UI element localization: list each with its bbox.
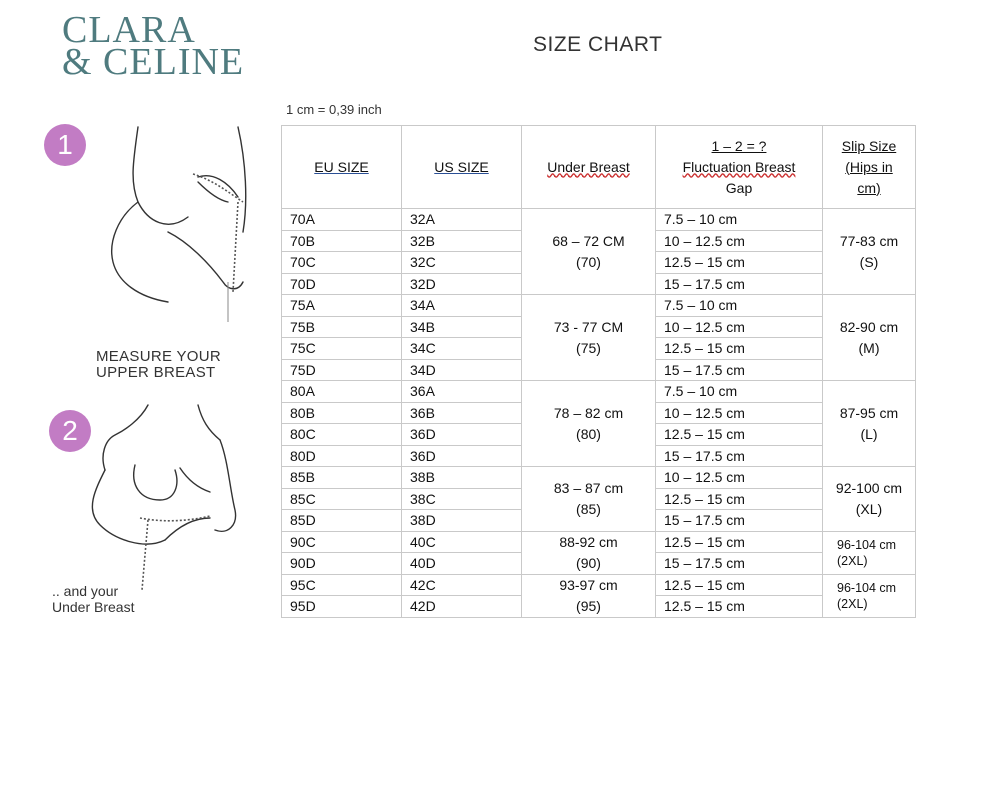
us-size-cell: 38B [402,467,522,489]
header-slip-size: Slip Size (Hips in cm) [823,126,916,209]
us-size-cell: 34D [402,359,522,381]
fluctuation-gap-cell: 15 – 17.5 cm [656,359,823,381]
under-breast-code: (80) [576,425,601,442]
under-breast-code: (75) [576,339,601,356]
table-row [282,574,916,596]
eu-size-cell: 80C [282,424,402,446]
us-size-cell: 36B [402,402,522,424]
us-size-cell: 40D [402,553,522,575]
eu-size-cell: 80A [282,381,402,403]
us-size-cell: 36D [402,445,522,467]
under-breast-range: 78 – 82 cm [553,404,624,421]
slip-size-range: 77-83 cm [839,232,899,249]
page-title: SIZE CHART [533,33,663,56]
eu-size-cell: 70B [282,230,402,252]
slip-size-cell [823,467,916,532]
header-fluctuation-gap: 1 – 2 = ? Fluctuation Breast Gap [656,126,823,209]
slip-size-code: (L) [860,425,878,442]
us-size-cell: 42C [402,574,522,596]
us-size-cell: 40C [402,531,522,553]
slip-size-cell [823,295,916,381]
us-size-cell: 38C [402,488,522,510]
under-breast-code: (70) [576,253,601,270]
eu-size-cell: 70C [282,252,402,274]
logo-line-1: CLARA [62,9,196,51]
step-1-caption [96,349,221,381]
eu-size-cell: 90D [282,553,402,575]
header-under-breast: Under Breast [522,126,656,209]
under-breast-code: (85) [576,500,601,517]
us-size-cell: 32B [402,230,522,252]
table-row [282,467,916,489]
us-size-cell: 36D [402,424,522,446]
us-size-cell: 34C [402,338,522,360]
table-row [282,531,916,553]
us-size-cell: 32C [402,252,522,274]
under-breast-range: 93-97 cm [559,576,618,593]
eu-size-cell: 90C [282,531,402,553]
under-breast-cell [522,295,656,381]
fluctuation-gap-cell: 12.5 – 15 cm [656,596,823,618]
slip-size-code: (S) [859,253,879,270]
fluctuation-gap-cell: 10 – 12.5 cm [656,402,823,424]
table-row [282,209,916,231]
step-1-badge: 1 [44,124,86,166]
upper-breast-illustration [78,122,258,322]
under-breast-code: (95) [576,597,601,614]
us-size-cell: 32D [402,273,522,295]
under-breast-cell [522,381,656,467]
fluctuation-gap-cell: 10 – 12.5 cm [656,230,823,252]
eu-size-cell: 75D [282,359,402,381]
header-eu-size: EU SIZE [282,126,402,209]
us-size-cell: 42D [402,596,522,618]
fluctuation-gap-cell: 7.5 – 10 cm [656,381,823,403]
slip-size-code: (2XL) [837,553,868,568]
eu-size-cell: 85C [282,488,402,510]
us-size-cell: 34B [402,316,522,338]
fluctuation-gap-cell: 12.5 – 15 cm [656,252,823,274]
eu-size-cell: 85D [282,510,402,532]
eu-size-cell: 75C [282,338,402,360]
slip-size-cell [823,381,916,467]
table-row [282,295,916,317]
slip-size-cell [823,209,916,295]
fluctuation-gap-cell: 12.5 – 15 cm [656,488,823,510]
eu-size-cell: 75B [282,316,402,338]
table-header-row [282,126,916,209]
header-us-size: US SIZE [402,126,522,209]
eu-size-cell: 75A [282,295,402,317]
table-body [282,209,916,618]
step-2-caption-line-2: Under Breast [52,599,135,615]
under-breast-range: 88-92 cm [559,533,618,550]
under-breast-cell [522,574,656,617]
us-size-cell: 34A [402,295,522,317]
size-chart-table [281,125,916,618]
unit-conversion-note: 1 cm = 0,39 inch [286,102,382,117]
fluctuation-gap-cell: 7.5 – 10 cm [656,295,823,317]
step-2-caption-line-1: .. and your [52,583,119,599]
eu-size-cell: 70D [282,273,402,295]
fluctuation-gap-cell: 15 – 17.5 cm [656,553,823,575]
slip-size-range: 96-104 cm [837,537,897,552]
slip-size-code: (M) [858,339,880,356]
under-breast-range: 83 – 87 cm [553,479,624,496]
fluctuation-gap-cell: 15 – 17.5 cm [656,510,823,532]
eu-size-cell: 70A [282,209,402,231]
us-size-cell: 32A [402,209,522,231]
step-1-caption-line-2: UPPER BREAST [96,364,216,381]
under-breast-range: 73 - 77 CM [553,318,624,335]
fluctuation-gap-cell: 12.5 – 15 cm [656,338,823,360]
eu-size-cell: 95C [282,574,402,596]
fluctuation-gap-cell: 12.5 – 15 cm [656,424,823,446]
eu-size-cell: 80D [282,445,402,467]
fluctuation-gap-cell: 15 – 17.5 cm [656,445,823,467]
under-breast-cell [522,209,656,295]
under-breast-code: (90) [576,554,601,571]
fluctuation-gap-cell: 10 – 12.5 cm [656,467,823,489]
eu-size-cell: 85B [282,467,402,489]
slip-size-range: 92-100 cm [835,479,903,496]
fluctuation-gap-cell: 12.5 – 15 cm [656,531,823,553]
step-1-caption-line-1: MEASURE YOUR [96,348,222,365]
eu-size-cell: 95D [282,596,402,618]
slip-size-range: 87-95 cm [839,404,899,421]
fluctuation-gap-cell: 7.5 – 10 cm [656,209,823,231]
slip-size-code: (2XL) [837,596,868,611]
step-2-badge: 2 [49,410,91,452]
under-breast-range: 68 – 72 CM [552,232,625,249]
slip-size-range: 82-90 cm [839,318,899,335]
fluctuation-gap-cell: 10 – 12.5 cm [656,316,823,338]
under-breast-cell [522,531,656,574]
eu-size-cell: 80B [282,402,402,424]
under-breast-illustration [70,400,260,590]
slip-size-range: 96-104 cm [837,580,897,595]
us-size-cell: 36A [402,381,522,403]
fluctuation-gap-cell: 12.5 – 15 cm [656,574,823,596]
us-size-cell: 38D [402,510,522,532]
slip-size-cell [823,574,916,617]
step-2-caption [52,583,134,615]
table-row [282,381,916,403]
slip-size-code: (XL) [855,500,883,517]
fluctuation-gap-cell: 15 – 17.5 cm [656,273,823,295]
slip-size-cell [823,531,916,574]
under-breast-cell [522,467,656,532]
brand-logo [62,9,252,83]
logo-line-2: & CELINE [62,41,245,83]
